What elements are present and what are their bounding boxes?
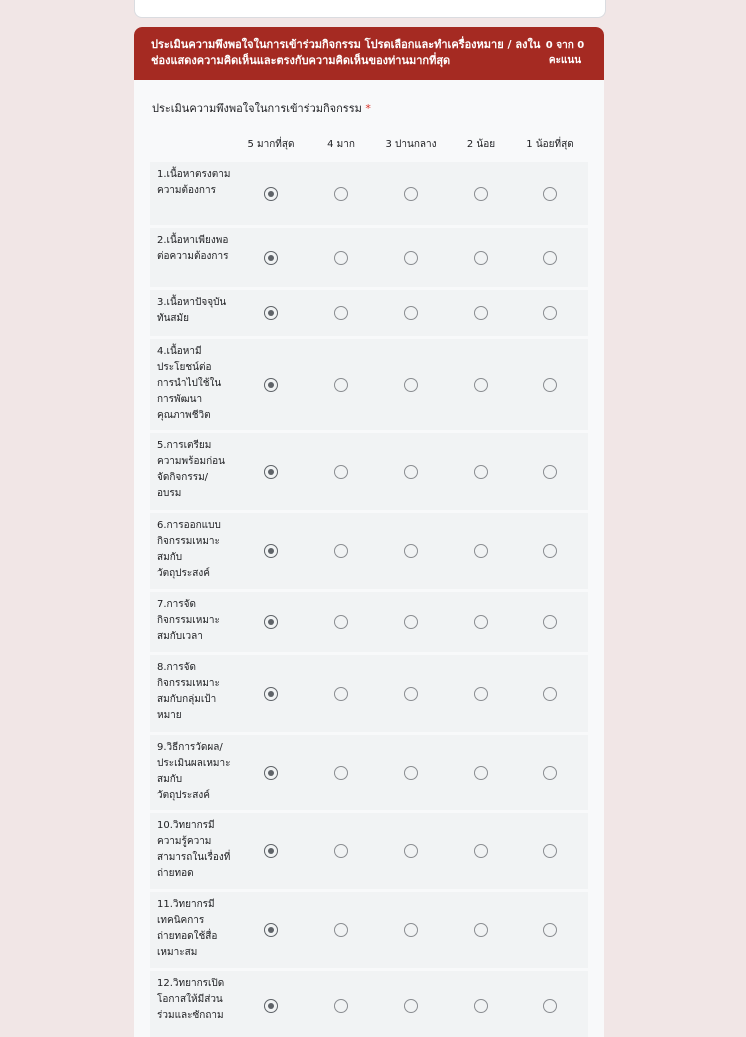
radio-option[interactable]: [334, 687, 348, 701]
grid-row: [150, 813, 588, 889]
radio-option[interactable]: [264, 544, 278, 558]
radio-option[interactable]: [404, 187, 418, 201]
radio-option[interactable]: [543, 766, 557, 780]
row-label: 9.วิธีการวัดผล/ประเมินผลเหมาะสมกับวัตถุประสงค์: [157, 742, 231, 801]
radio-option[interactable]: [474, 251, 488, 265]
radio-option[interactable]: [334, 923, 348, 937]
radio-option[interactable]: [334, 844, 348, 858]
radio-option[interactable]: [543, 844, 557, 858]
radio-option[interactable]: [543, 999, 557, 1013]
radio-option[interactable]: [264, 251, 278, 265]
radio-option[interactable]: [404, 923, 418, 937]
radio-option[interactable]: [264, 999, 278, 1013]
column-header: 2 น้อย: [466, 139, 496, 150]
radio-option[interactable]: [474, 378, 488, 392]
radio-option[interactable]: [334, 187, 348, 201]
row-label: 5.การเตรียมความพร้อมก่อนจัดกิจกรรม/อบรม: [157, 440, 225, 499]
grid-row: [150, 433, 588, 510]
grid-row: [150, 513, 588, 589]
radio-option[interactable]: [404, 766, 418, 780]
radio-option[interactable]: [474, 615, 488, 629]
radio-option[interactable]: [404, 378, 418, 392]
row-label: 7.การจัดกิจกรรมเหมาะสมกับเวลา: [157, 599, 220, 642]
radio-option[interactable]: [543, 251, 557, 265]
section-title: ประเมินความพึงพอใจในการเข้าร่วมกิจกรรม โปรดเลือกและทำเครื่องหมาย / ลงในช่องแสดงความคิดเห็นและตรงกับความคิดเห็นของท่านมากที่สุด: [151, 38, 541, 67]
radio-option[interactable]: [543, 544, 557, 558]
question-title: [152, 99, 371, 117]
previous-card: [134, 0, 606, 18]
radio-option[interactable]: [264, 923, 278, 937]
column-header: 1 น้อยที่สุด: [526, 139, 574, 150]
radio-option[interactable]: [474, 923, 488, 937]
row-label: 1.เนื้อหาตรงตามความต้องการ: [157, 169, 231, 196]
grid-row: [150, 592, 588, 652]
radio-option[interactable]: [404, 844, 418, 858]
row-label: 12.วิทยากรเปิดโอกาสให้มีส่วนร่วมและซักถาม: [157, 978, 225, 1021]
grid-row: [150, 971, 588, 1037]
row-label: 4.เนื้อหามีประโยชน์ต่อการนำไปใช้ในการพัฒนาคุณภาพชีวิต: [157, 346, 222, 421]
radio-option[interactable]: [264, 615, 278, 629]
radio-option[interactable]: [474, 687, 488, 701]
score-label: 0 จาก 0 คะแนน: [545, 40, 585, 66]
row-label: 6.การออกแบบกิจกรรมเหมาะสมกับวัตถุประสงค์: [157, 520, 221, 579]
question-text: ประเมินความพึงพอใจในการเข้าร่วมกิจกรรม: [152, 102, 362, 115]
radio-option[interactable]: [334, 306, 348, 320]
grid-row: [150, 339, 588, 430]
radio-option[interactable]: [474, 465, 488, 479]
grid-row: [150, 162, 588, 225]
radio-option[interactable]: [404, 999, 418, 1013]
radio-option[interactable]: [264, 306, 278, 320]
row-label: 10.วิทยากรมีความรู้ความสามารถในเรื่องที่ถ่ายทอด: [157, 820, 231, 879]
grid-row: [150, 892, 588, 968]
radio-option[interactable]: [543, 187, 557, 201]
column-header: 5 มากที่สุด: [247, 139, 295, 150]
radio-option[interactable]: [334, 378, 348, 392]
radio-option[interactable]: [543, 378, 557, 392]
radio-option[interactable]: [334, 251, 348, 265]
radio-option[interactable]: [334, 465, 348, 479]
grid-row: [150, 290, 588, 336]
radio-option[interactable]: [543, 687, 557, 701]
grid-row: [150, 228, 588, 287]
radio-option[interactable]: [543, 923, 557, 937]
radio-option[interactable]: [264, 687, 278, 701]
required-asterisk: *: [365, 102, 371, 115]
radio-option[interactable]: [264, 187, 278, 201]
radio-option[interactable]: [264, 766, 278, 780]
grid-row: [150, 735, 588, 810]
radio-option[interactable]: [404, 251, 418, 265]
radio-option[interactable]: [543, 465, 557, 479]
radio-option[interactable]: [404, 544, 418, 558]
radio-option[interactable]: [334, 999, 348, 1013]
radio-option[interactable]: [474, 766, 488, 780]
row-label: 11.วิทยากรมีเทคนิคการถ่ายทอดใช้สื่อเหมาะสม: [157, 899, 218, 958]
grid-row: [150, 655, 588, 732]
row-label: 3.เนื้อหาปัจจุบันทันสมัย: [157, 297, 227, 324]
column-header: 4 มาก: [327, 139, 355, 150]
column-header: 3 ปานกลาง: [385, 139, 437, 150]
radio-option[interactable]: [404, 465, 418, 479]
radio-option[interactable]: [474, 187, 488, 201]
radio-option[interactable]: [264, 378, 278, 392]
radio-option[interactable]: [264, 844, 278, 858]
radio-option[interactable]: [543, 615, 557, 629]
radio-option[interactable]: [543, 306, 557, 320]
section-header: [134, 27, 604, 80]
radio-option[interactable]: [404, 306, 418, 320]
radio-option[interactable]: [264, 465, 278, 479]
radio-option[interactable]: [334, 615, 348, 629]
radio-option[interactable]: [404, 687, 418, 701]
radio-option[interactable]: [474, 844, 488, 858]
row-label: 8.การจัดกิจกรรมเหมาะสมกับกลุ่มเป้าหมาย: [157, 662, 220, 721]
radio-option[interactable]: [474, 544, 488, 558]
radio-option[interactable]: [474, 306, 488, 320]
row-label: 2.เนื้อหาเพียงพอต่อความต้องการ: [157, 235, 229, 262]
radio-option[interactable]: [404, 615, 418, 629]
radio-option[interactable]: [334, 766, 348, 780]
radio-option[interactable]: [474, 999, 488, 1013]
radio-option[interactable]: [334, 544, 348, 558]
section-card: [134, 27, 604, 1037]
